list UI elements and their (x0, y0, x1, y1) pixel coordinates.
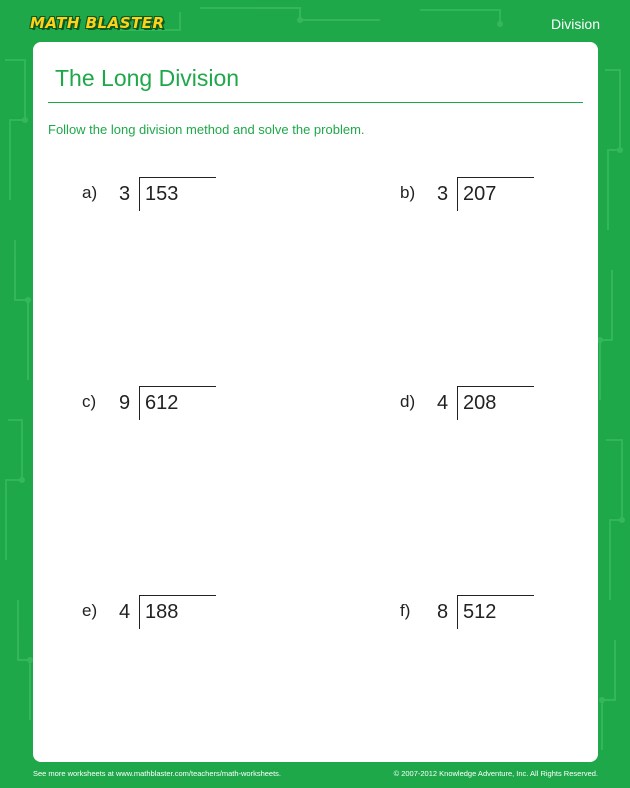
problem-e (82, 595, 262, 635)
divisor: 9 (119, 392, 131, 414)
dividend: 208 (463, 392, 497, 414)
division-bracket (457, 386, 534, 420)
problem-f (400, 595, 580, 635)
problem-label: b) (400, 183, 416, 202)
divisor: 3 (119, 183, 131, 205)
problem-d (400, 386, 580, 426)
division-bracket (457, 177, 534, 211)
dividend: 207 (463, 183, 497, 205)
dividend: 512 (463, 601, 497, 623)
dividend: 153 (145, 183, 179, 205)
division-bracket (139, 177, 216, 211)
footer-more-worksheets: See more worksheets at www.mathblaster.com/teachers/math-worksheets. (33, 769, 282, 778)
problem-label: e) (82, 601, 98, 620)
divisor: 4 (437, 392, 449, 414)
problem-b (400, 177, 580, 217)
division-bracket (457, 595, 534, 629)
worksheet-card (33, 42, 598, 762)
title-divider (48, 102, 583, 103)
worksheet-title: The Long Division (55, 65, 240, 91)
dividend: 612 (145, 392, 179, 414)
instruction-text: Follow the long division method and solve the problem. (48, 122, 365, 137)
footer-copyright: © 2007-2012 Knowledge Adventure, Inc. All Rights Reserved. (393, 769, 598, 778)
problem-c (82, 386, 262, 426)
problem-label: d) (400, 392, 416, 411)
problem-label: c) (82, 392, 97, 411)
divisor: 3 (437, 183, 449, 205)
problem-a (82, 177, 262, 217)
dividend: 188 (145, 601, 179, 623)
math-blaster-logo: MATH BLASTER (30, 14, 165, 32)
problem-label: a) (82, 183, 98, 202)
problem-label: f) (400, 601, 411, 620)
division-bracket (139, 595, 216, 629)
topic-label: Division (550, 16, 600, 32)
divisor: 8 (437, 601, 449, 623)
division-bracket (139, 386, 216, 420)
divisor: 4 (119, 601, 131, 623)
